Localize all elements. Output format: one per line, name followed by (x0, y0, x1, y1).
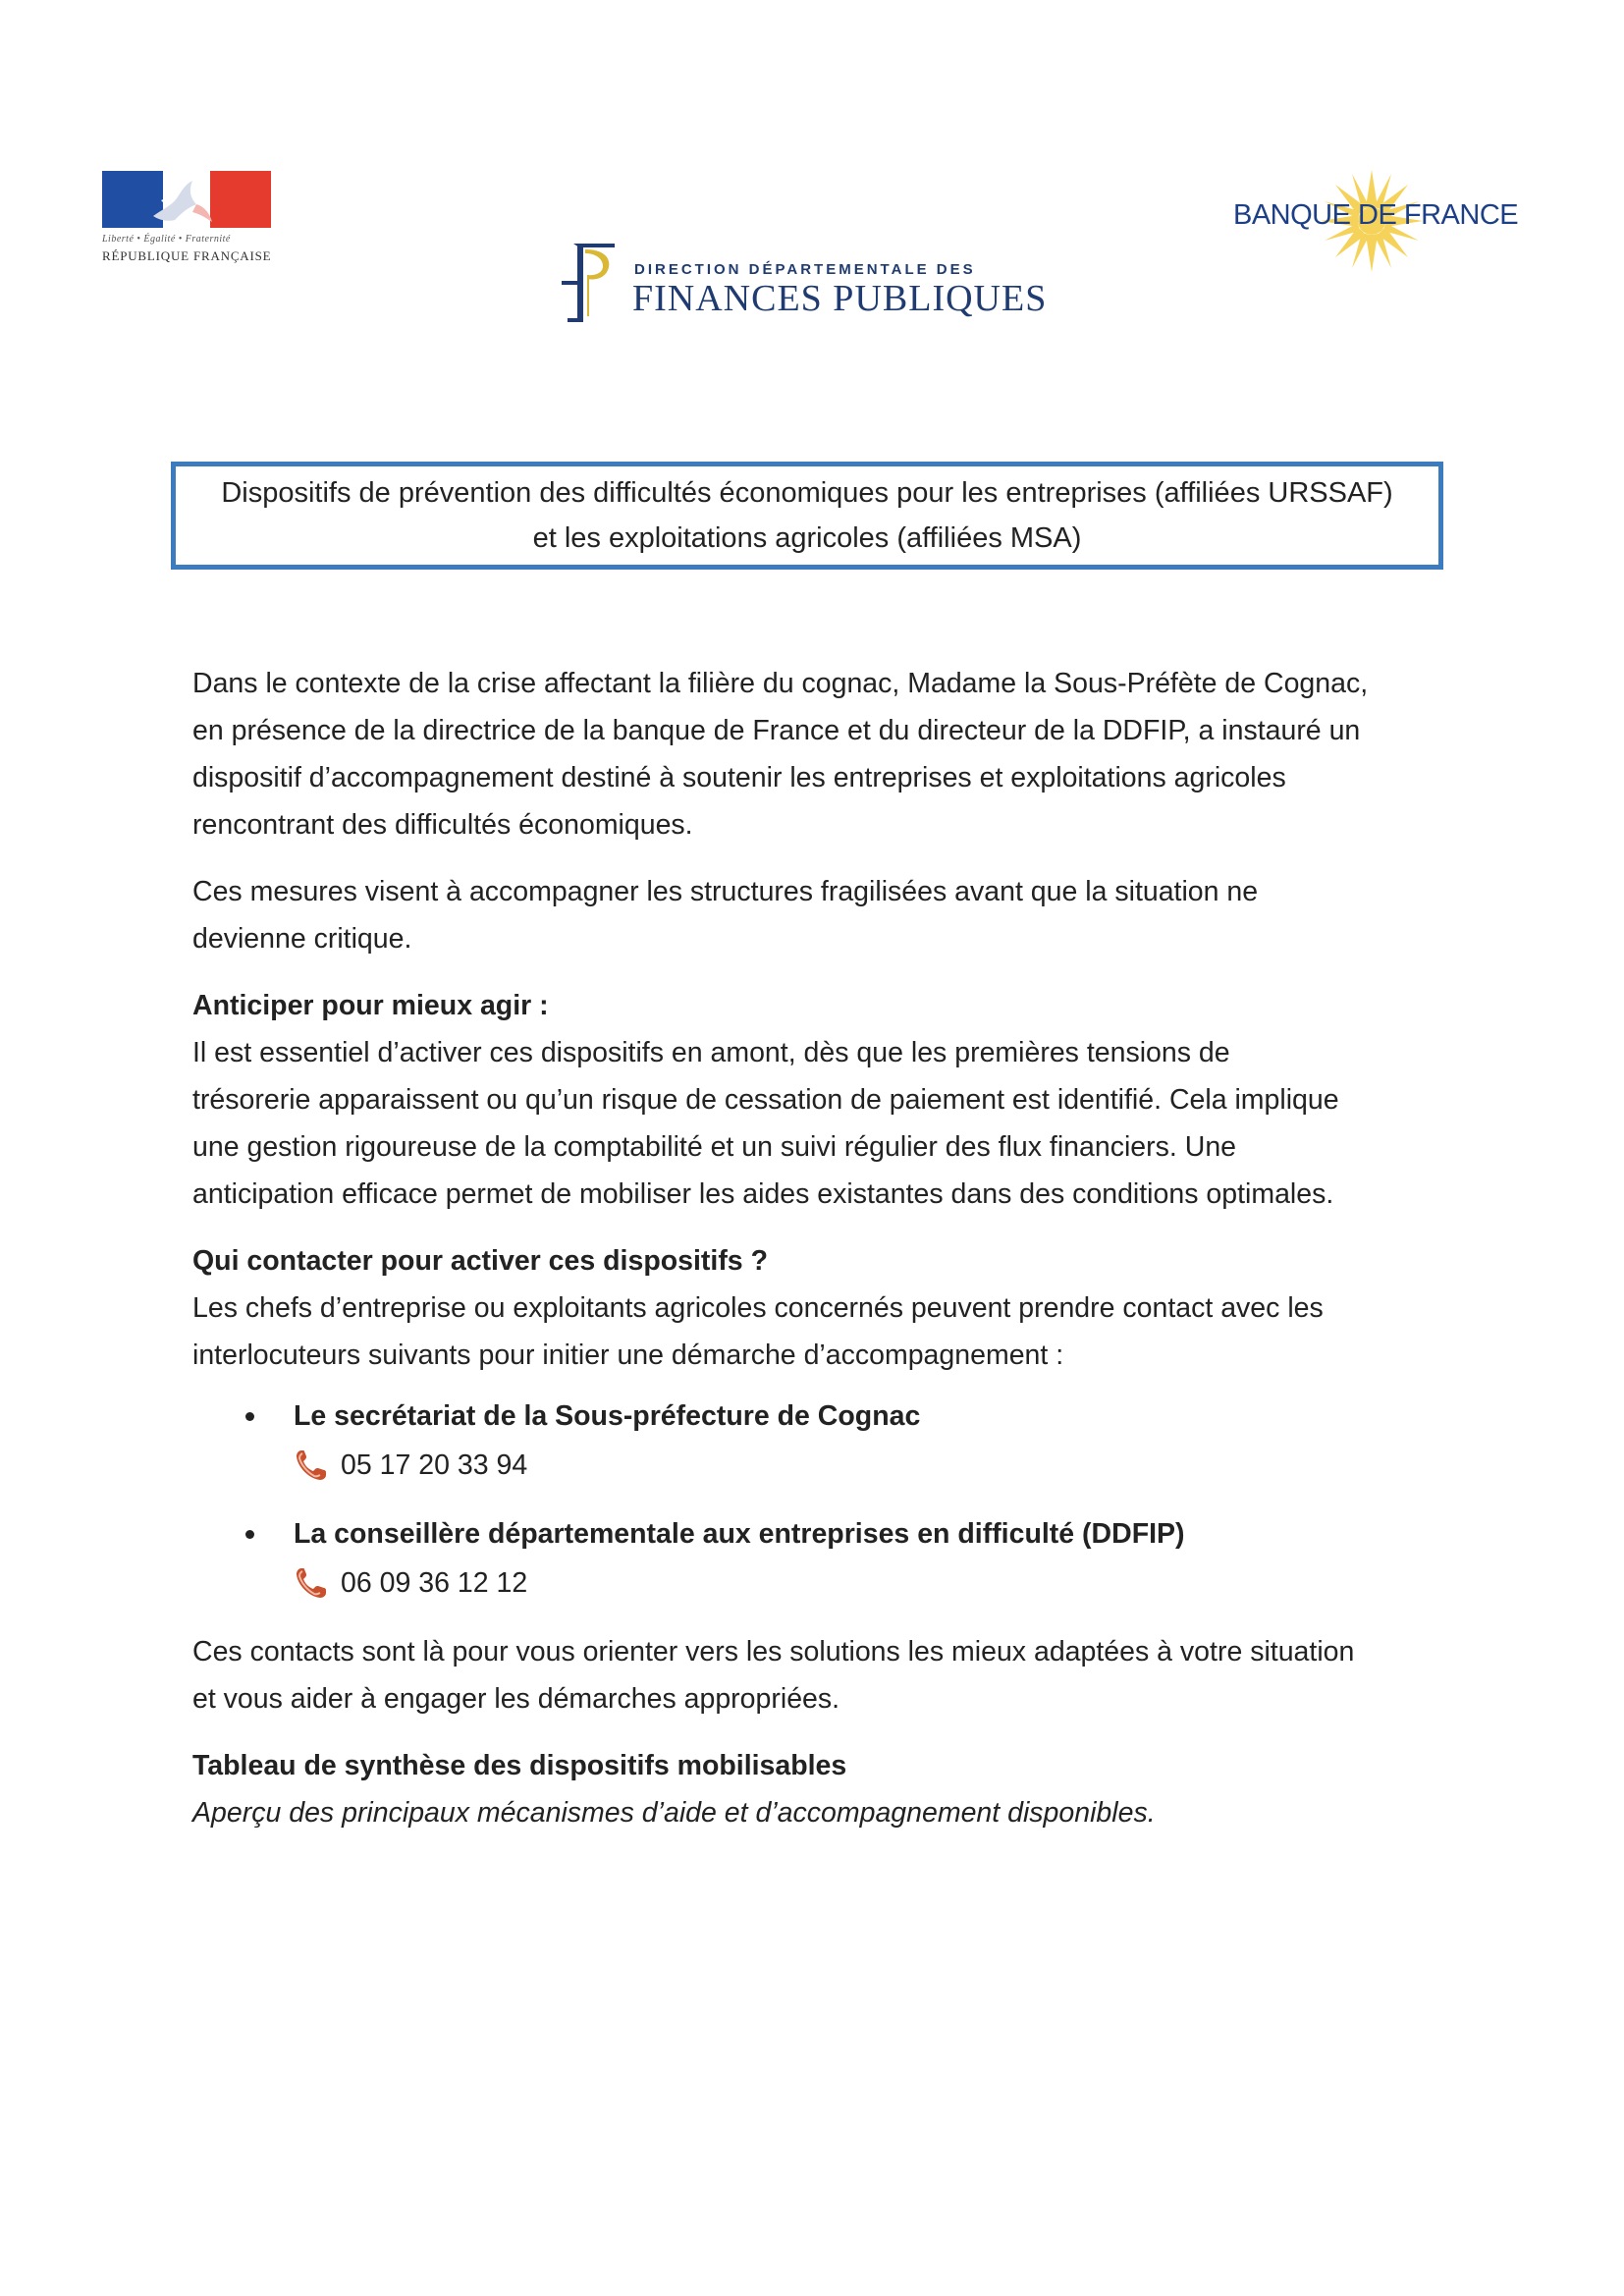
closing-line: Ces contacts sont là pour vous orienter vers les solutions les mieux adaptées à votre situation (192, 1636, 1355, 1667)
measures-line: Ces mesures visent à accompagner les structures fragilisées avant que la situation ne (192, 876, 1259, 907)
banque-de-france-logo (1227, 167, 1519, 275)
intro-paragraph (192, 660, 1469, 848)
closing-line: et vous aider à engager les démarches appropriées. (192, 1683, 840, 1715)
anticipate-heading: Anticiper pour mieux agir : (192, 990, 549, 1021)
dgfip-monogram-icon (560, 236, 617, 324)
phone-icon (294, 1565, 329, 1601)
contact-name: La conseillère départementale aux entreprises en difficulté (DDFIP) (294, 1518, 1185, 1550)
contact-line: interlocuteurs suivants pour initier une démarche d’accompagnement : (192, 1339, 1064, 1371)
dgfip-line1: DIRECTION DÉPARTEMENTALE DES (634, 261, 976, 278)
phone-number: 05 17 20 33 94 (341, 1449, 528, 1481)
bullet-icon (245, 1530, 254, 1539)
contact-name: Le secrétariat de la Sous-préfecture de Cognac (294, 1400, 921, 1432)
anticipate-section (192, 982, 1469, 1218)
republique-francaise-logo (102, 171, 275, 264)
marianne-flag-icon (102, 171, 271, 228)
contact-line: Les chefs d’entreprise ou exploitants agricoles concernés peuvent prendre contact avec les (192, 1292, 1324, 1324)
anticipate-line: anticipation efficace permet de mobiliser les aides existantes dans des conditions optimales. (192, 1178, 1334, 1210)
contact-list (192, 1393, 1469, 1609)
summary-subtitle: Aperçu des principaux mécanismes d’aide et d’accompagnement disponibles. (192, 1797, 1156, 1829)
contact-heading: Qui contacter pour activer ces dispositifs ? (192, 1245, 768, 1277)
banque-de-france-name: BANQUE DE FRANCE (1233, 199, 1519, 231)
phone-number: 06 09 36 12 12 (341, 1567, 528, 1599)
contact-phone[interactable] (294, 1440, 1469, 1491)
contact-section (192, 1237, 1469, 1609)
intro-line: dispositif d’accompagnement destiné à soutenir les entreprises et exploitations agricoles (192, 762, 1286, 793)
document-title-box (171, 462, 1443, 570)
summary-section (192, 1742, 1469, 1836)
contact-phone[interactable] (294, 1558, 1469, 1609)
bullet-icon (245, 1412, 254, 1421)
intro-line: en présence de la directrice de la banque de France et du directeur de la DDFIP, a instauré un (192, 715, 1361, 746)
document-body (192, 660, 1469, 1836)
measures-line: devienne critique. (192, 923, 412, 955)
intro-line: Dans le contexte de la crise affectant la filière du cognac, Madame la Sous-Préfète de Cognac, (192, 668, 1369, 699)
anticipate-line: Il est essentiel d’activer ces dispositifs en amont, dès que les premières tensions de (192, 1037, 1230, 1068)
dgfip-line2: FINANCES PUBLIQUES (632, 278, 1048, 319)
intro-line: rencontrant des difficultés économiques. (192, 809, 693, 841)
finances-publiques-logo (560, 236, 1051, 334)
republic-name: RÉPUBLIQUE FRANÇAISE (102, 248, 272, 263)
anticipate-line: trésorerie apparaissent ou qu’un risque de cessation de paiement est identifié. Cela implique (192, 1084, 1339, 1116)
anticipate-line: une gestion rigoureuse de la comptabilité et un suivi régulier des flux financiers. Une (192, 1131, 1237, 1163)
closing-paragraph (192, 1628, 1469, 1722)
contact-item (192, 1510, 1469, 1609)
title-line-2: et les exploitations agricoles (affiliées MSA) (532, 522, 1082, 554)
summary-heading: Tableau de synthèse des dispositifs mobilisables (192, 1750, 847, 1781)
phone-icon (294, 1448, 329, 1483)
measures-paragraph (192, 868, 1469, 962)
republic-motto: Liberté • Égalité • Fraternité (102, 234, 231, 245)
contact-item (192, 1393, 1469, 1491)
title-line-1: Dispositifs de prévention des difficultés économiques pour les entreprises (affiliées URSSAF) (221, 477, 1393, 509)
